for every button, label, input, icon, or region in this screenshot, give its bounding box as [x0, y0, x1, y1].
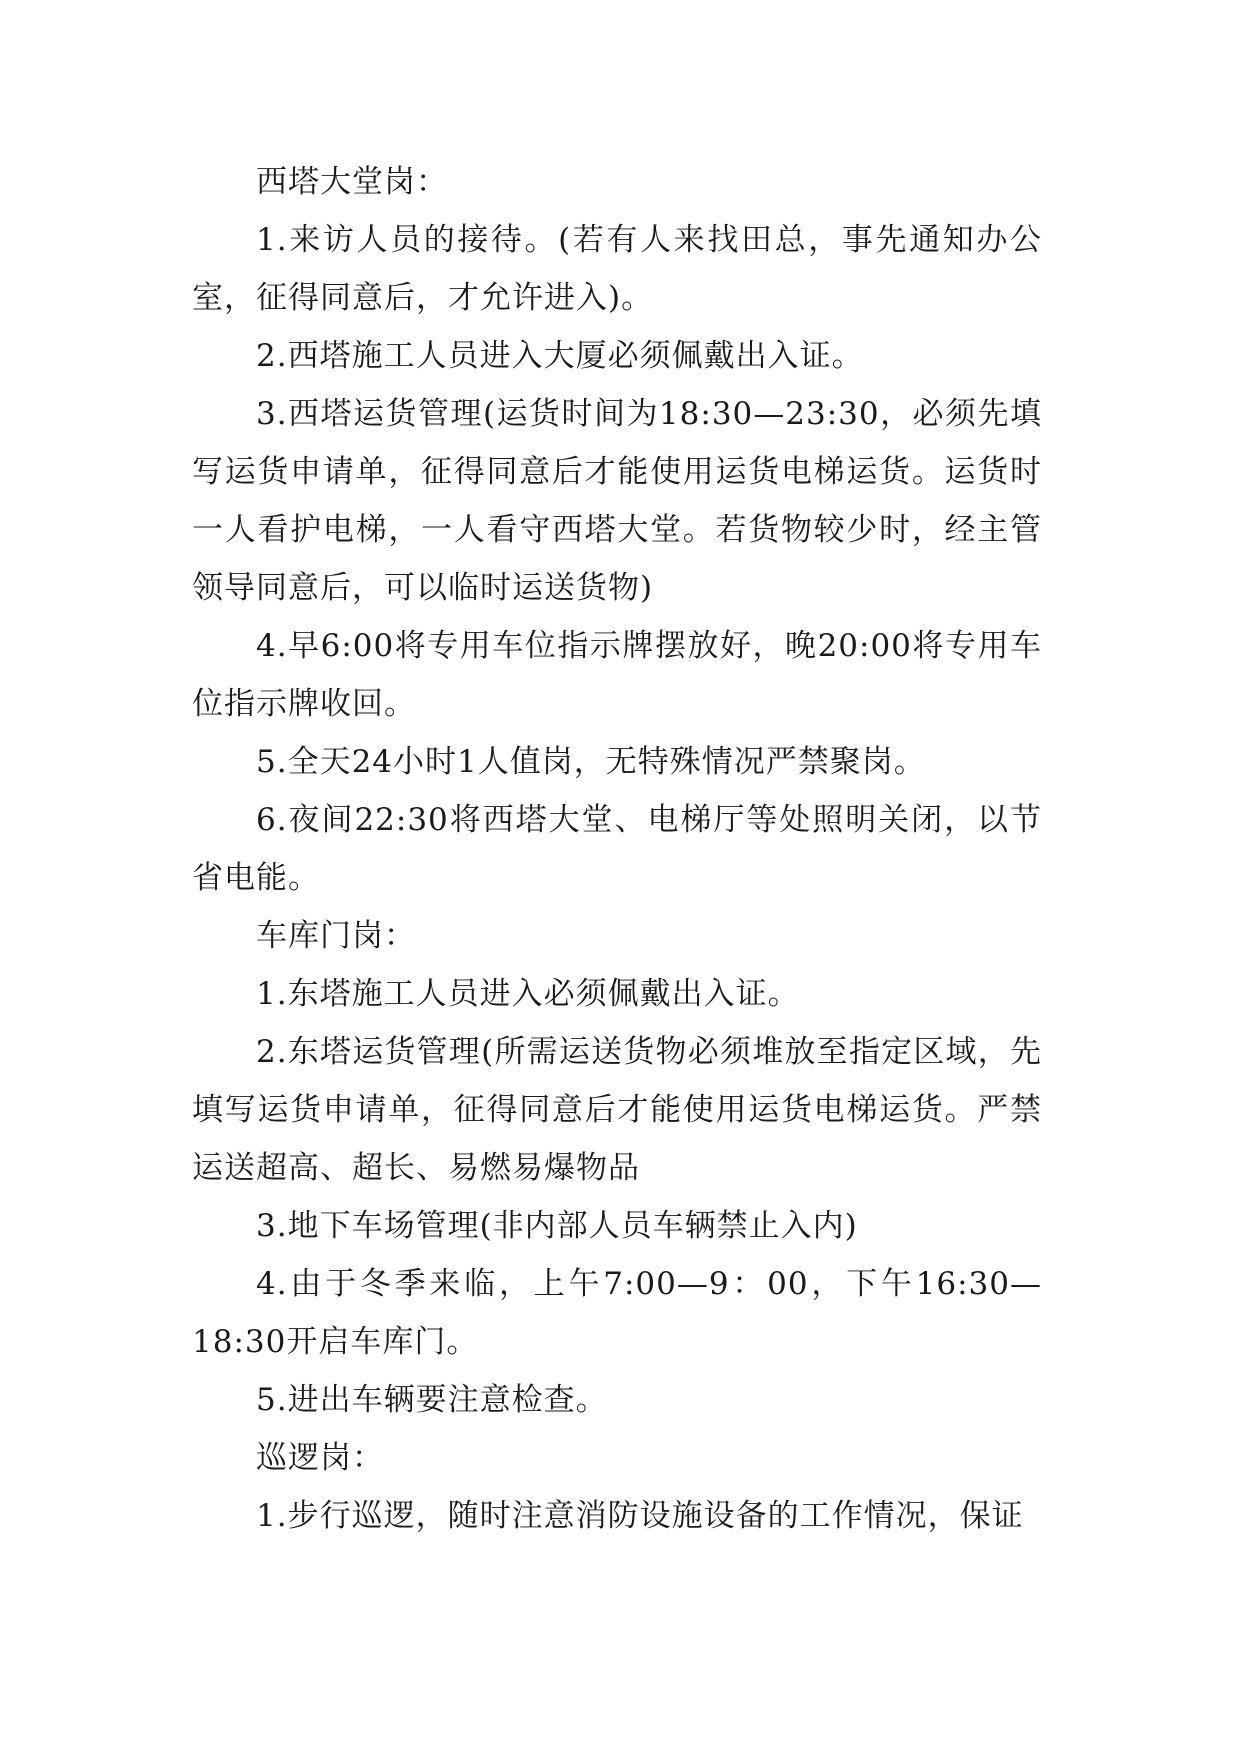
list-item: 3.地下车场管理(非内部人员车辆禁止入内) — [256, 1208, 858, 1244]
list-item: 4.早6:00将专用车位指示牌摆放好，晚20:00将专用车位指示牌收回。 — [192, 628, 1042, 722]
list-item: 5.进出车辆要注意检查。 — [256, 1382, 608, 1418]
document-body — [192, 153, 1042, 1545]
list-item: 1.东塔施工人员进入必须佩戴出入证。 — [256, 976, 800, 1012]
list-item: 1.步行巡逻，随时注意消防设施设备的工作情况，保证 — [256, 1498, 1024, 1534]
list-item: 2.西塔施工人员进入大厦必须佩戴出入证。 — [256, 338, 864, 374]
list-item: 2.东塔运货管理(所需运送货物必须堆放至指定区域，先填写运货申请单，征得同意后才能使用运货电梯运货。严禁运送超高、超长、易燃易爆物品 — [192, 1034, 1042, 1186]
list-item: 5.全天24小时1人值岗，无特殊情况严禁聚岗。 — [256, 744, 926, 780]
list-item: 3.西塔运货管理(运货时间为18:30—23:30，必须先填写运货申请单，征得同意后才能使用运货电梯运货。运货时一人看护电梯，一人看守西塔大堂。若货物较少时，经主管领导同意后，可以临时运送货物) — [192, 396, 1042, 606]
list-item: 4.由于冬季来临，上午7:00—9：00，下午16:30—18:30开启车库门。 — [192, 1266, 1042, 1360]
section-heading-garage-gate: 车库门岗： — [256, 918, 416, 954]
list-item: 1.来访人员的接待。(若有人来找田总，事先通知办公室，征得同意后，才允许进入)。 — [192, 222, 1042, 316]
section-heading-west-lobby: 西塔大堂岗： — [256, 164, 448, 200]
section-heading-patrol: 巡逻岗： — [256, 1440, 384, 1476]
list-item: 6.夜间22:30将西塔大堂、电梯厅等处照明关闭，以节省电能。 — [192, 802, 1042, 896]
